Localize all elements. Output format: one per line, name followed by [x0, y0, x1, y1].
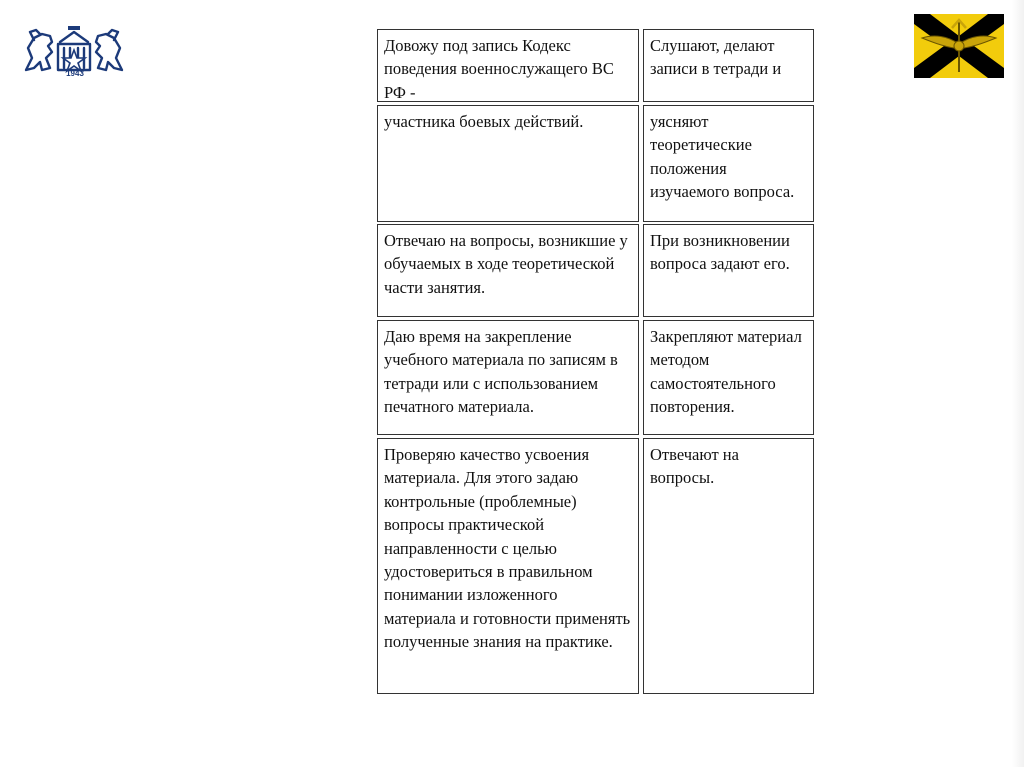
signal-troops-emblem-icon [914, 14, 1004, 78]
slide-edge-shadow [1012, 0, 1024, 767]
table-cell-teacher-3: Отвечаю на вопросы, возникшие у обучаемых в ходе теоретической части занятия. [377, 224, 639, 317]
table-cell-students-5: Отвечают на вопросы. [643, 438, 814, 694]
table-cell-teacher-5: Проверяю качество усвоения материала. Для этого задаю контрольные (проблемные) вопросы практической направленности с целью удостовериться в правильном понимании изложенного материала и готовности применять полученные знания на практике. [377, 438, 639, 694]
emblem-year: 1943 [66, 69, 84, 78]
table-cell-students-4: Закрепляют материал методом самостоятельного повторения. [643, 320, 814, 435]
table-cell-teacher-4: Даю время на закрепление учебного материала по записям в тетради или с использованием печатного материала. [377, 320, 639, 435]
table-cell-teacher-2: участника боевых действий. [377, 105, 639, 222]
table-cell-students-3: При возникновении вопроса задают его. [643, 224, 814, 317]
table-cell-students-2: уясняют теоретические положения изучаемого вопроса. [643, 105, 814, 222]
table-cell-students-1: Слушают, делают записи в тетради и [643, 29, 814, 102]
table-cell-teacher-1: Довожу под запись Кодекс поведения военнослужащего ВС РФ - [377, 29, 639, 102]
